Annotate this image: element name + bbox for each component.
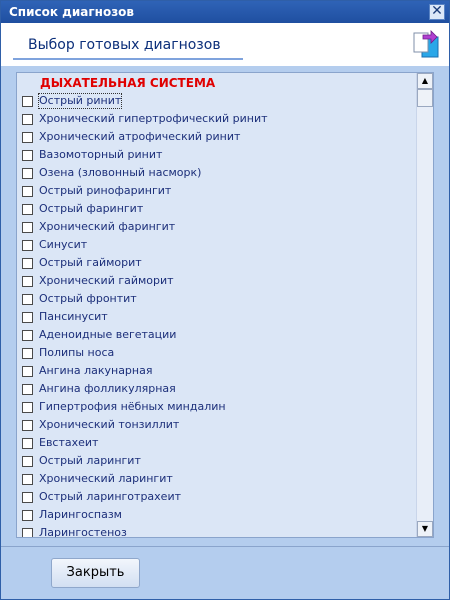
vertical-scrollbar[interactable] bbox=[416, 73, 433, 537]
diagnosis-list-content bbox=[17, 73, 415, 537]
title-bar bbox=[1, 1, 449, 23]
list-item[interactable] bbox=[21, 165, 413, 183]
item-checkbox[interactable] bbox=[22, 348, 33, 359]
close-icon[interactable]: ✕ bbox=[429, 4, 445, 20]
item-label: Евстахеит bbox=[39, 436, 99, 449]
item-label: Острый фронтит bbox=[39, 292, 137, 305]
diagnosis-list[interactable] bbox=[16, 72, 434, 538]
item-label: Ларингостеноз bbox=[39, 526, 127, 537]
item-checkbox[interactable] bbox=[22, 438, 33, 449]
list-item[interactable] bbox=[21, 507, 413, 525]
item-label: Острый ларингит bbox=[39, 454, 141, 467]
item-label: Хронический ларингит bbox=[39, 472, 173, 485]
list-item[interactable] bbox=[21, 219, 413, 237]
list-item[interactable] bbox=[21, 417, 413, 435]
item-label: Ларингоспазм bbox=[39, 508, 122, 521]
window-title: Список диагнозов bbox=[9, 5, 134, 19]
list-item[interactable] bbox=[21, 183, 413, 201]
arrow-down-icon[interactable]: ▼ bbox=[417, 521, 433, 537]
item-label: Хронический тонзиллит bbox=[39, 418, 180, 431]
close-button[interactable]: Закрыть bbox=[51, 558, 140, 588]
item-label: Острый гайморит bbox=[39, 256, 142, 269]
item-checkbox[interactable] bbox=[22, 96, 33, 107]
list-item[interactable] bbox=[21, 345, 413, 363]
item-checkbox[interactable] bbox=[22, 276, 33, 287]
item-checkbox[interactable] bbox=[22, 384, 33, 395]
item-checkbox[interactable] bbox=[22, 528, 33, 537]
item-checkbox[interactable] bbox=[22, 132, 33, 143]
item-label: Аденоидные вегетации bbox=[39, 328, 177, 341]
list-item[interactable] bbox=[21, 363, 413, 381]
list-item[interactable] bbox=[21, 489, 413, 507]
item-label: Озена (зловонный насморк) bbox=[39, 166, 202, 179]
list-item[interactable] bbox=[21, 381, 413, 399]
list-item[interactable] bbox=[21, 453, 413, 471]
item-checkbox[interactable] bbox=[22, 510, 33, 521]
item-label: Гипертрофия нёбных миндалин bbox=[39, 400, 226, 413]
list-item[interactable] bbox=[21, 309, 413, 327]
list-item[interactable] bbox=[21, 471, 413, 489]
list-item[interactable] bbox=[21, 111, 413, 129]
item-label: Пансинусит bbox=[39, 310, 108, 323]
list-item[interactable] bbox=[21, 147, 413, 165]
item-label: Синусит bbox=[39, 238, 88, 251]
header-title: Выбор готовых диагнозов bbox=[28, 37, 221, 53]
header bbox=[1, 23, 449, 66]
item-checkbox[interactable] bbox=[22, 474, 33, 485]
list-item[interactable] bbox=[21, 525, 413, 537]
footer-divider bbox=[1, 546, 449, 547]
list-item[interactable] bbox=[21, 291, 413, 309]
item-checkbox[interactable] bbox=[22, 222, 33, 233]
item-checkbox[interactable] bbox=[22, 366, 33, 377]
item-checkbox[interactable] bbox=[22, 312, 33, 323]
list-item[interactable] bbox=[21, 201, 413, 219]
item-checkbox[interactable] bbox=[22, 240, 33, 251]
item-label: Полипы носа bbox=[39, 346, 115, 359]
list-item[interactable] bbox=[21, 129, 413, 147]
item-checkbox[interactable] bbox=[22, 402, 33, 413]
item-checkbox[interactable] bbox=[22, 258, 33, 269]
item-label: Острый фарингит bbox=[39, 202, 144, 215]
item-label: Хронический гайморит bbox=[39, 274, 174, 287]
list-item[interactable] bbox=[21, 435, 413, 453]
item-label: Острый ларинготрахеит bbox=[39, 490, 181, 503]
item-label: Хронический атрофический ринит bbox=[39, 130, 241, 143]
item-label: Ангина фолликулярная bbox=[39, 382, 176, 395]
item-label: Острый ринит bbox=[39, 94, 122, 107]
item-label: Ангина лакунарная bbox=[39, 364, 153, 377]
item-checkbox[interactable] bbox=[22, 420, 33, 431]
list-item[interactable] bbox=[21, 399, 413, 417]
item-label: Хронический гипертрофический ринит bbox=[39, 112, 268, 125]
item-checkbox[interactable] bbox=[22, 456, 33, 467]
header-divider bbox=[13, 58, 243, 60]
category-heading: ДЫХАТЕЛЬНАЯ СИСТЕМА bbox=[40, 76, 216, 90]
item-label: Острый ринофарингит bbox=[39, 184, 172, 197]
document-arrow-icon bbox=[411, 28, 441, 60]
item-checkbox[interactable] bbox=[22, 492, 33, 503]
list-item[interactable] bbox=[21, 327, 413, 345]
item-checkbox[interactable] bbox=[22, 114, 33, 125]
list-item[interactable] bbox=[21, 93, 413, 111]
item-label: Вазомоторный ринит bbox=[39, 148, 163, 161]
item-label: Хронический фарингит bbox=[39, 220, 176, 233]
list-item[interactable] bbox=[21, 237, 413, 255]
item-checkbox[interactable] bbox=[22, 186, 33, 197]
list-item[interactable] bbox=[21, 273, 413, 291]
item-checkbox[interactable] bbox=[22, 204, 33, 215]
list-item[interactable] bbox=[21, 255, 413, 273]
item-checkbox[interactable] bbox=[22, 330, 33, 341]
scrollbar-thumb[interactable] bbox=[417, 89, 433, 107]
item-checkbox[interactable] bbox=[22, 168, 33, 179]
item-checkbox[interactable] bbox=[22, 150, 33, 161]
arrow-up-icon[interactable]: ▲ bbox=[417, 73, 433, 89]
item-checkbox[interactable] bbox=[22, 294, 33, 305]
